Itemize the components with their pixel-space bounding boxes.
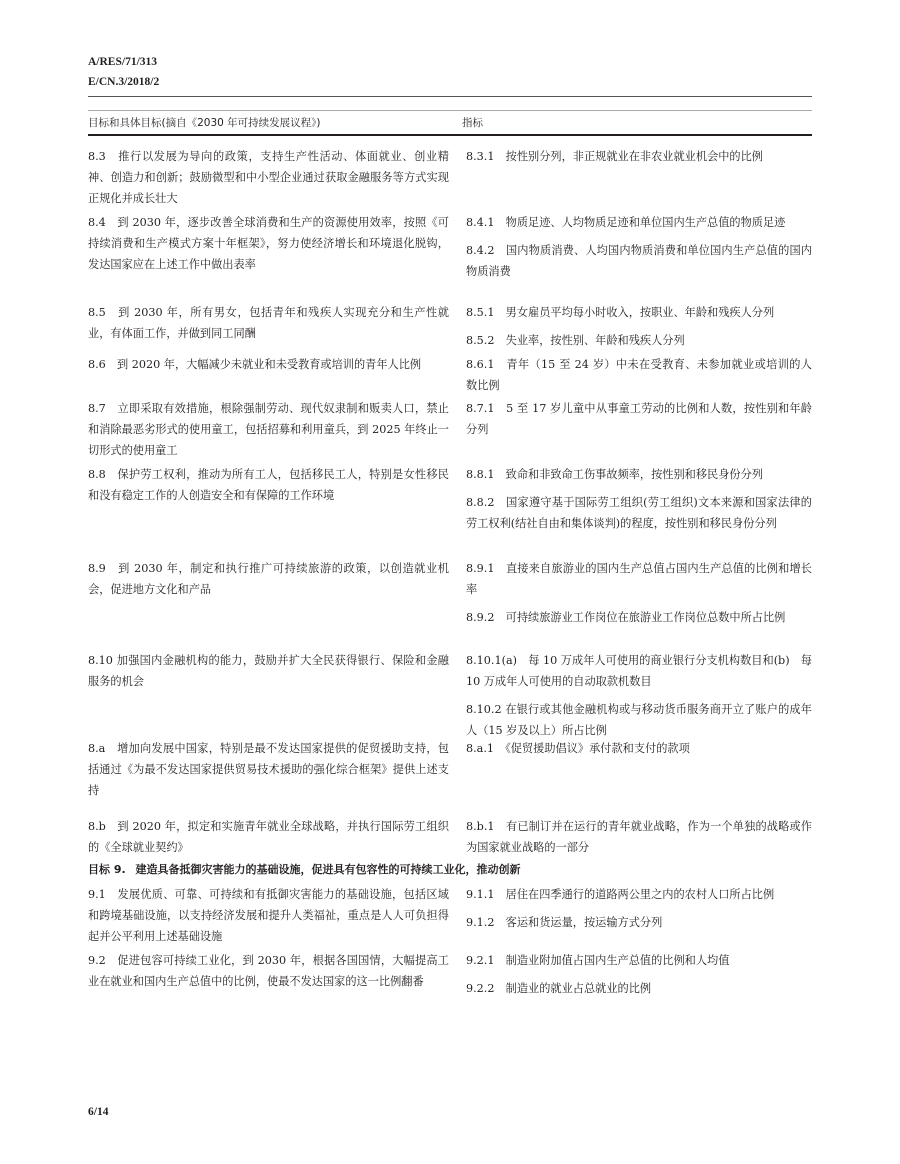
- target-text: 8.7 立即采取有效措施，根除强制劳动、现代奴隶制和贩卖人口，禁止和消除最恶劣形式的使用童工，包括招募和利用童兵，到 2025 年终止一切形式的使用童工: [88, 402, 449, 457]
- indicator-text: 9.1.2 客运和货运量，按运输方式分列: [466, 916, 663, 929]
- indicator-list: [466, 816, 812, 865]
- indicator-text: 8.a.1 《促贸援助倡议》承付款和支付的款项: [466, 742, 690, 755]
- indicator-text: 8.9.1 直接来自旅游业的国内生产总值占国内生产总值的比例和增长率: [466, 562, 812, 596]
- indicator-list: [466, 950, 812, 1006]
- document-symbol-1: A/RES/71/313: [88, 56, 158, 68]
- indicator-text: 8.10.1(a) 每 10 万成年人可使用的商业银行分支机构数目和(b) 每 10 万成年人可使用的自动取款机数目: [466, 654, 812, 688]
- target-text: 8.3 推行以发展为导向的政策，支持生产性活动、体面就业、创业精神、创造力和创新；鼓励微型和中小型企业通过获取金融服务等方式实现正规化并成长壮大: [88, 150, 449, 205]
- table-header: [88, 114, 812, 132]
- target-text: 8.8 保护劳工权利，推动为所有工人，包括移民工人，特别是女性移民和没有稳定工作的人创造安全和有保障的工作环境: [88, 468, 449, 502]
- column-header-targets: 目标和具体目标(摘自《2030 年可持续发展议程》): [88, 117, 321, 129]
- indicator-text: 8.7.1 5 至 17 岁儿童中从事童工劳动的比例和人数，按性别和年龄分列: [466, 402, 812, 436]
- page-number: 6/14: [88, 1106, 109, 1118]
- indicator-text: 8.8.2 国家遵守基于国际劳工组织(劳工组织)文本来源和国家法律的劳工权利(结社自由和集体谈判)的程度，按性别和移民身份分列: [466, 496, 812, 530]
- indicator-list: [466, 738, 812, 766]
- indicator-text: 8.5.2 失业率，按性别、年龄和残疾人分列: [466, 334, 685, 347]
- indicator-text: 8.6.1 青年（15 至 24 岁）中未在受教育、未参加就业或培训的人数比例: [466, 358, 812, 392]
- column-header-indicators: 指标: [462, 117, 483, 129]
- indicator-text: 8.8.1 致命和非致命工伤事故频率，按性别和移民身份分列: [466, 468, 763, 481]
- indicator-list: [466, 464, 812, 541]
- indicator-list: [466, 302, 812, 358]
- target-text: 8.4 到 2030 年，逐步改善全球消费和生产的资源使用效率，按照《可持续消费和生产模式方案十年框架》，努力使经济增长和环境退化脱钩，发达国家应在上述工作中做出表率: [88, 216, 449, 271]
- target-text: 9.1 发展优质、可靠、可持续和有抵御灾害能力的基础设施，包括区域和跨境基础设施，以支持经济发展和提升人类福祉，重点是人人可负担得起并公平利用上述基础设施: [88, 888, 449, 943]
- indicator-text: 8.10.2 在银行或其他金融机构或与移动货币服务商开立了账户的成年人（15 岁及以上）所占比例: [466, 703, 812, 737]
- indicator-text: 8.3.1 按性别分列，非正规就业在非农业就业机会中的比例: [466, 150, 763, 163]
- table-header-rule: [88, 134, 812, 136]
- header-rule-thick: [88, 96, 812, 97]
- indicator-text: 8.4.2 国内物质消费、人均国内物质消费和单位国内生产总值的国内物质消费: [466, 244, 812, 278]
- target-text: 8.9 到 2030 年，制定和执行推广可持续旅游的政策，以创造就业机会，促进地方文化和产品: [88, 562, 449, 596]
- indicator-text: 8.b.1 有已制订并在运行的青年就业战略，作为一个单独的战略或作为国家就业战略的一部分: [466, 820, 812, 854]
- goal-9-title: 建造具备抵御灾害能力的基础设施，促进具有包容性的可持续工业化，推动创新: [135, 863, 521, 876]
- indicator-list: [466, 212, 812, 289]
- indicator-list: [466, 354, 812, 403]
- target-text: 8.10 加强国内金融机构的能力，鼓励并扩大全民获得银行、保险和金融服务的机会: [88, 654, 449, 688]
- target-text: 8.6 到 2020 年，大幅减少未就业和未受教育或培训的青年人比例: [88, 358, 422, 371]
- indicator-list: [466, 398, 812, 447]
- target-text: 9.2 促进包容可持续工业化，到 2030 年，根据各国国情，大幅提高工业在就业和国内生产总值中的比例，使最不发达国家的这一比例翻番: [88, 954, 449, 988]
- goal-9-label: 目标 9.: [88, 863, 126, 876]
- indicator-text: 8.4.1 物质足迹、人均物质足迹和单位国内生产总值的物质足迹: [466, 216, 786, 229]
- indicator-table: [88, 114, 812, 995]
- indicator-text: 9.1.1 居住在四季通行的道路两公里之内的农村人口所占比例: [466, 888, 775, 901]
- target-text: 8.a 增加向发展中国家，特别是最不发达国家提供的促贸援助支持，包括通过《为最不发达国家提供贸易技术援助的强化综合框架》提供上述支持: [88, 742, 449, 797]
- goal-9-heading: [88, 860, 812, 880]
- document-symbol-2: E/CN.3/2018/2: [88, 76, 160, 88]
- indicator-text: 8.9.2 可持续旅游业工作岗位在旅游业工作岗位总数中所占比例: [466, 611, 786, 624]
- indicator-text: 9.2.2 制造业的就业占总就业的比例: [466, 982, 652, 995]
- indicator-list: [466, 884, 812, 940]
- header-rule-thin: [88, 110, 812, 111]
- target-text: 8.b 到 2020 年，拟定和实施青年就业全球战略，并执行国际劳工组织的《全球就业契约》: [88, 820, 449, 854]
- indicator-text: 9.2.1 制造业附加值占国内生产总值的比例和人均值: [466, 954, 730, 967]
- indicator-list: [466, 146, 812, 174]
- target-text: 8.5 到 2030 年，所有男女，包括青年和残疾人实现充分和生产性就业，有体面工作，并做到同工同酬: [88, 306, 449, 340]
- indicator-list: [466, 650, 812, 748]
- indicator-list: [466, 558, 812, 635]
- indicator-text: 8.5.1 男女雇员平均每小时收入，按职业、年龄和残疾人分列: [466, 306, 775, 319]
